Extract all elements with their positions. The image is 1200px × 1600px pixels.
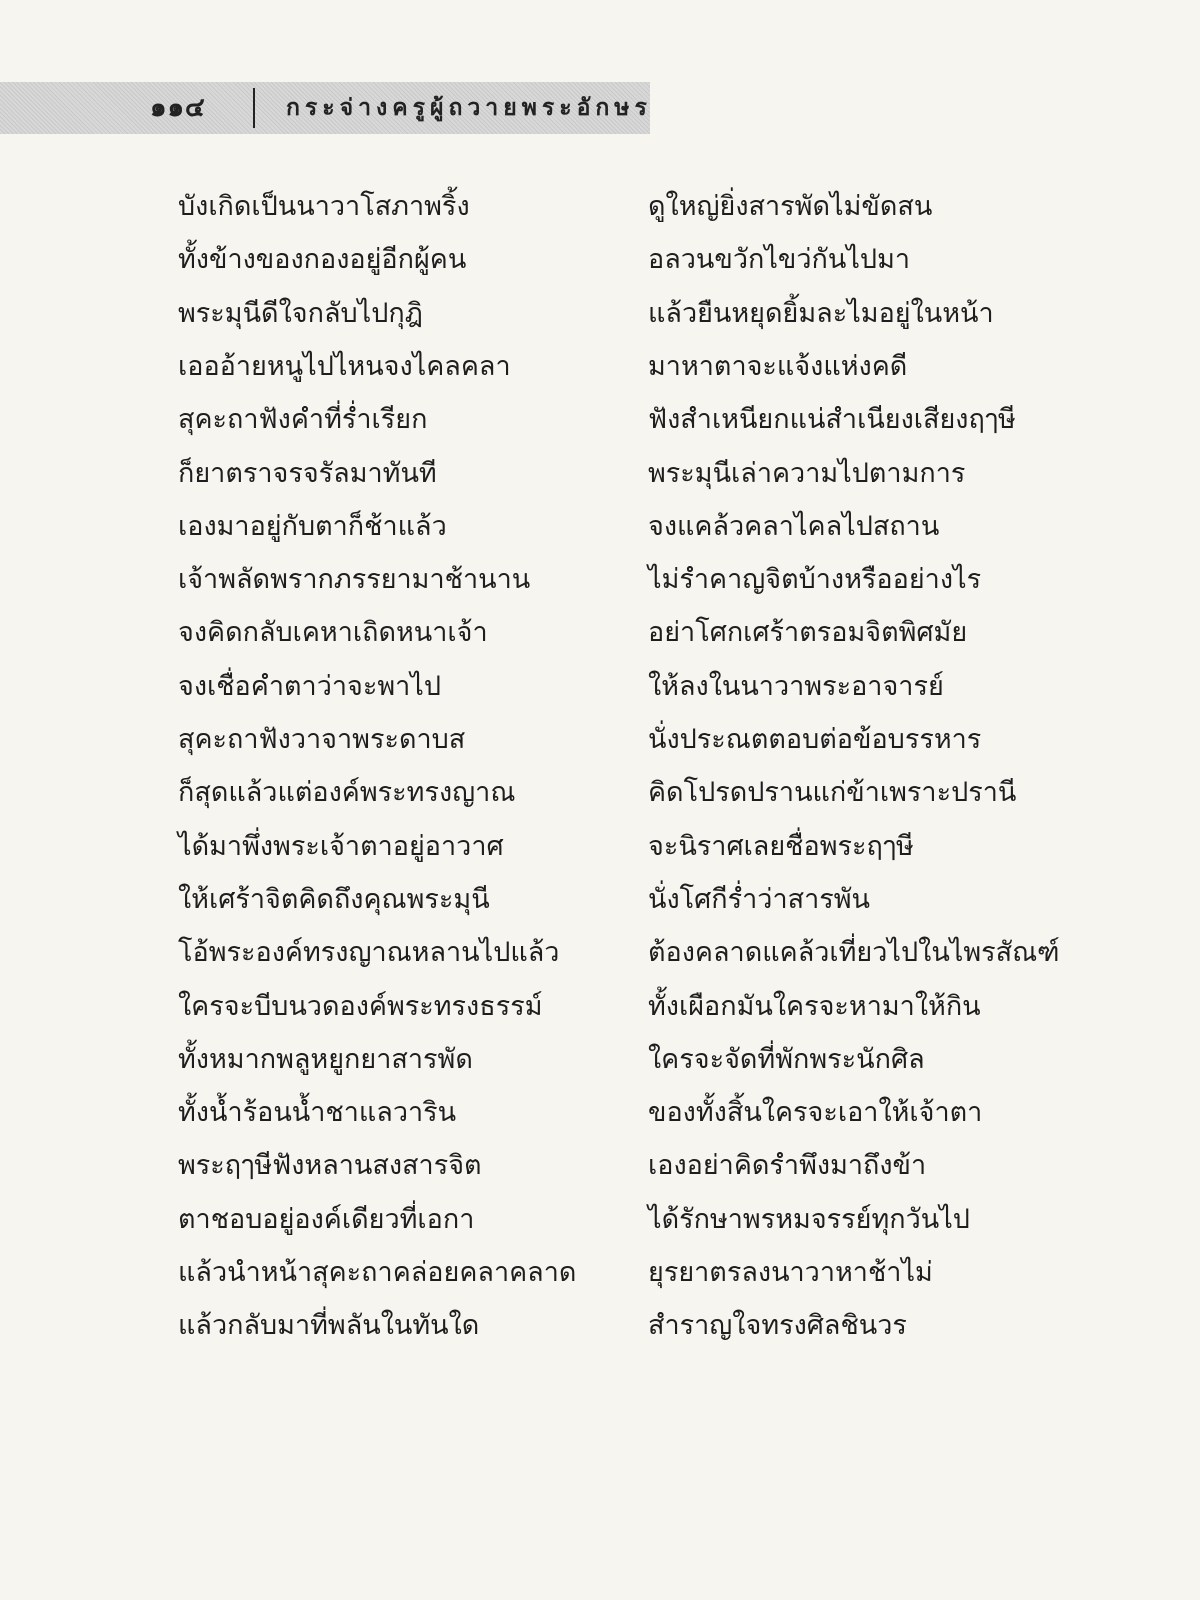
poem-couplet — [178, 1246, 1078, 1299]
poem-couplet — [178, 766, 1078, 819]
poem-couplet — [178, 713, 1078, 766]
poem-body — [178, 180, 1078, 1353]
page-number: ๑๑๔ — [150, 93, 206, 123]
poem-line-first: ทั้งน้ำร้อนน้ำชาแลวาริน — [178, 1097, 457, 1129]
poem-couplet — [178, 1299, 1078, 1352]
poem-line-first: ทั้งหมากพลูหยูกยาสารพัด — [178, 1043, 473, 1075]
poem-couplet — [178, 820, 1078, 873]
poem-line-second: เองอย่าคิดรำพึงมาถึงข้า — [648, 1150, 927, 1182]
poem-line-second: ให้ลงในนาวาพระอาจารย์ — [648, 670, 944, 702]
poem-line-second: ทั้งเผือกมันใครจะหามาให้กิน — [648, 990, 981, 1022]
poem-line-first: สุคะถาฟังคำที่ร่ำเรียก — [178, 404, 428, 436]
poem-couplet — [178, 553, 1078, 606]
poem-line-first: สุคะถาฟังวาจาพระดาบส — [178, 724, 466, 756]
poem-couplet — [178, 1139, 1078, 1192]
poem-couplet — [178, 446, 1078, 499]
poem-line-second: ฟังสำเหนียกแน่สำเนียงเสียงฤๅษี — [648, 404, 1016, 436]
poem-line-first: พระมุนีดีใจกลับไปกุฎิ — [178, 297, 423, 329]
poem-couplet — [178, 233, 1078, 286]
poem-couplet — [178, 660, 1078, 713]
poem-couplet — [178, 1193, 1078, 1246]
poem-line-second: ดูใหญ่ยิ่งสารพัดไม่ขัดสน — [648, 191, 933, 223]
poem-couplet — [178, 606, 1078, 659]
header-divider — [253, 88, 255, 128]
poem-line-first: ได้มาพึ่งพระเจ้าตาอยู่อาวาศ — [178, 830, 504, 862]
poem-line-first: บังเกิดเป็นนาวาโสภาพริ้ง — [178, 191, 470, 223]
poem-line-second: จะนิราศเลยชื่อพระฤๅษี — [648, 830, 914, 862]
poem-line-first: ก็ยาตราจรจรัลมาทันที — [178, 457, 437, 489]
poem-line-second: ของทั้งสิ้นใครจะเอาให้เจ้าตา — [648, 1097, 983, 1129]
poem-couplet — [178, 340, 1078, 393]
poem-couplet — [178, 979, 1078, 1032]
poem-line-first: จงเชื่อคำตาว่าจะพาไป — [178, 670, 442, 702]
poem-couplet — [178, 500, 1078, 553]
poem-line-second: ต้องคลาดแคล้วเที่ยวไปในไพรสัณฑ์ — [648, 937, 1060, 969]
poem-couplet — [178, 1086, 1078, 1139]
poem-line-first: ใครจะบีบนวดองค์พระทรงธรรม์ — [178, 990, 543, 1022]
poem-line-first: ตาชอบอยู่องค์เดียวที่เอกา — [178, 1203, 475, 1235]
poem-line-first: ให้เศร้าจิตคิดถึงคุณพระมุนี — [178, 883, 490, 915]
poem-line-second: ยุรยาตรลงนาวาหาช้าไม่ — [648, 1257, 933, 1289]
poem-line-second: ใครจะจัดที่พักพระนักศิล — [648, 1043, 925, 1075]
poem-line-first: เอออ้ายหนูไปไหนจงไคลคลา — [178, 350, 511, 382]
poem-line-second: อย่าโศกเศร้าตรอมจิตพิศมัย — [648, 617, 968, 649]
poem-line-second: พระมุนีเล่าความไปตามการ — [648, 457, 966, 489]
poem-line-first: เจ้าพลัดพรากภรรยามาช้านาน — [178, 564, 531, 596]
poem-line-first: ก็สุดแล้วแต่องค์พระทรงญาณ — [178, 777, 516, 809]
poem-line-second: แล้วยืนหยุดยิ้มละไมอยู่ในหน้า — [648, 297, 994, 329]
poem-line-second: นั่งประณตตอบต่อข้อบรรหาร — [648, 724, 982, 756]
poem-couplet — [178, 287, 1078, 340]
poem-line-first: โอ้พระองค์ทรงญาณหลานไปแล้ว — [178, 937, 560, 969]
poem-line-first: เองมาอยู่กับตาก็ช้าแล้ว — [178, 510, 447, 542]
poem-couplet — [178, 393, 1078, 446]
poem-line-second: มาหาตาจะแจ้งแห่งคดี — [648, 350, 908, 382]
poem-line-second: คิดโปรดปรานแก่ข้าเพราะปรานี — [648, 777, 1017, 809]
poem-line-second: ไม่รำคาญจิตบ้างหรืออย่างไร — [648, 564, 982, 596]
poem-line-second: จงแคล้วคลาไคลไปสถาน — [648, 510, 940, 542]
poem-line-second: สำราญใจทรงศิลชินวร — [648, 1310, 907, 1342]
poem-line-second: นั่งโศกีร่ำว่าสารพัน — [648, 883, 871, 915]
poem-couplet — [178, 926, 1078, 979]
poem-line-first: ทั้งข้างของกองอยู่อีกผู้คน — [178, 244, 467, 276]
book-title: กระจ่างครูผู้ถวายพระอักษร — [286, 95, 652, 121]
poem-line-first: แล้วนำหน้าสุคะถาคล่อยคลาคลาด — [178, 1257, 577, 1289]
poem-line-first: แล้วกลับมาที่พลันในทันใด — [178, 1310, 480, 1342]
poem-couplet — [178, 873, 1078, 926]
poem-line-second: อลวนขวักไขว่กันไปมา — [648, 244, 911, 276]
poem-line-first: พระฤๅษีฟังหลานสงสารจิต — [178, 1150, 482, 1182]
poem-couplet — [178, 1033, 1078, 1086]
poem-couplet — [178, 180, 1078, 233]
poem-line-second: ได้รักษาพรหมจรรย์ทุกวันไป — [648, 1203, 970, 1235]
poem-line-first: จงคิดกลับเคหาเถิดหนาเจ้า — [178, 617, 488, 649]
